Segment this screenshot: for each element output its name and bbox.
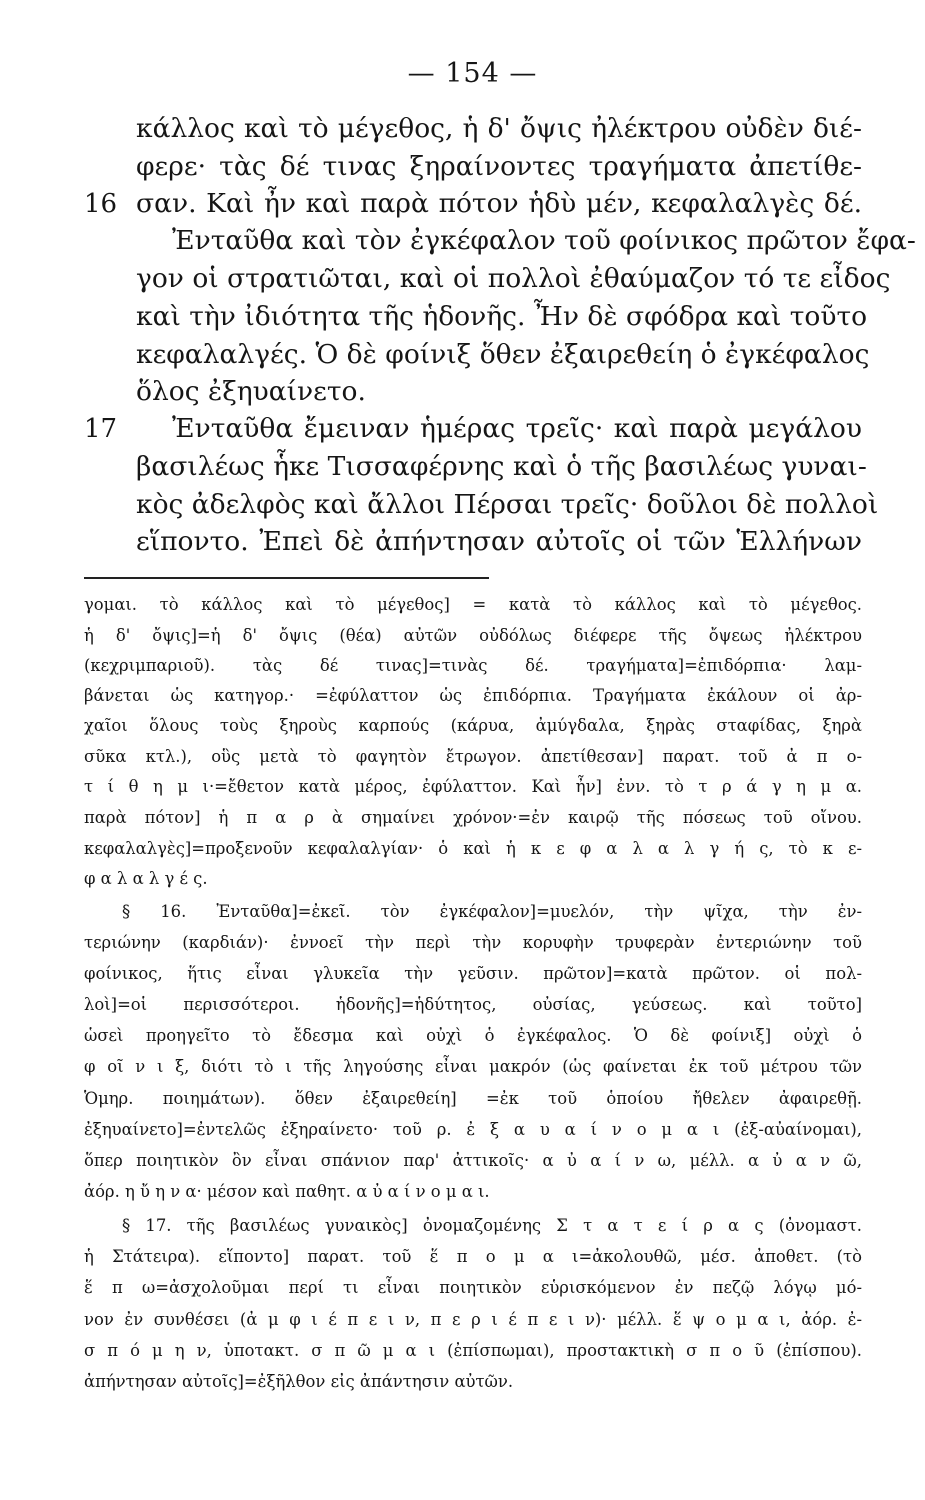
footnote-line: ὅπερ ποιητικὸν ὂν εἶναι σπάνιον παρ' ἀττικοῖς· α ὐ α ί ν ω, μέλλ. α ὐ α ν ῶ,	[84, 1151, 862, 1170]
footnote-line: τεριώνην (καρδιάν)· ἐννοεῖ τὴν περὶ τὴν κορυφὴν τρυφερὰν ἐντεριώνην τοῦ	[84, 933, 862, 952]
footnote-line: ὡσεὶ προηγεῖτο τὸ ἔδεσμα καὶ οὐχὶ ὁ ἐγκέφαλος. Ὁ δὲ φοίνιξ] οὐχὶ ὁ	[84, 1026, 862, 1045]
footnote-line: τ ί θ η μ ι·=ἔθετον κατὰ μέρος, ἐφύλαττον. Καὶ ἦν] ἐνν. τὸ τ ρ ά γ η μ α.	[84, 777, 862, 796]
main-text-line: κεφαλαλγές. Ὁ δὲ φοίνιξ ὅθεν ἐξαιρεθείη ὁ ἐγκέφαλος	[136, 339, 870, 370]
footnote-line: φ οῖ ν ι ξ, διότι τὸ ι τῆς ληγούσης εἶναι μακρόν (ὡς φαίνεται ἐκ τοῦ μέτρου τῶν	[84, 1057, 862, 1076]
main-text-line: ὅλος ἐξηυαίνετο.	[136, 376, 366, 407]
footnote-line: νον ἐν συνθέσει (ἀ μ φ ι έ π ε ι ν, π ε ρ ι έ π ε ι ν)· μέλλ. ἕ ψ ο μ α ι, ἀόρ. ἐ-	[84, 1310, 862, 1329]
footnote-line: ἕ π ω=ἀσχολοῦμαι περί τι εἶναι ποιητικὸν εὑρισκόμενον ἐν πεζῷ λόγῳ μό-	[84, 1278, 862, 1297]
footnote-line: λοὶ]=οἱ περισσότεροι. ἡδονῆς]=ἡδύτητος, οὐσίας, γεύσεως. καὶ τοῦτο]	[84, 995, 862, 1014]
main-text-line: βασιλέως ἧκε Τισσαφέρνης καὶ ὁ τῆς βασιλέως γυναι-	[136, 451, 867, 482]
main-text-line: εἵποντο. Ἐπεὶ δὲ ἀπήντησαν αὐτοῖς οἱ τῶν Ἑλλήνων	[136, 526, 862, 557]
footnote-line: ἀπήντησαν αὐτοῖς]=ἐξῆλθον εἰς ἀπάντησιν αὐτῶν.	[84, 1372, 514, 1391]
footnote-line: φ α λ α λ γ έ ς.	[84, 869, 208, 888]
page-number: — 154 —	[407, 58, 538, 89]
main-text-line: Ἐνταῦθα καὶ τὸν ἐγκέφαλον τοῦ φοίνικος πρῶτον ἔφα-	[172, 225, 916, 256]
footnote-line: ἐξηυαίνετο]=ἐντελῶς ἐξηραίνετο· τοῦ ρ. ἐ ξ α υ α ί ν ο μ α ι (ἐξ-αὐαίνομαι),	[84, 1120, 862, 1139]
footnote-line: σῦκα κτλ.), οὓς μετὰ τὸ φαγητὸν ἔτρωγον. ἀπετίθεσαν] παρατ. τοῦ ἀ π ο-	[84, 747, 862, 766]
footnote-line: (κεχριμπαριοῦ). τὰς δέ τινας]=τινὰς δέ. τραγήματα]=ἐπιδόρπια· λαμ-	[84, 656, 862, 675]
footnote-line: παρὰ πότον] ἡ π α ρ ὰ σημαίνει χρόνον·=ἐν καιρῷ τῆς πόσεως τοῦ οἴνου.	[84, 808, 862, 827]
footnote-line: ἀόρ. η ὔ η ν α· μέσον καὶ παθητ. α ὐ α ί ν ο μ α ι.	[84, 1182, 490, 1201]
footnote-line: ἡ Στάτειρα). εἵποντο] παρατ. τοῦ ἕ π ο μ α ι=ἀκολουθῶ, μέσ. ἀποθετ. (τὸ	[84, 1247, 862, 1266]
footnote-line: γομαι. τὸ κάλλος καὶ τὸ μέγεθος] = κατὰ τὸ κάλλος καὶ τὸ μέγεθος.	[84, 595, 862, 614]
footnote-line: Ὁμηρ. ποιημάτων). ὅθεν ἐξαιρεθείη] =ἐκ τοῦ ὁποίου ἤθελεν ἀφαιρεθῇ.	[84, 1089, 862, 1108]
footnote-divider	[84, 577, 489, 579]
footnote-line: φοίνικος, ἥτις εἶναι γλυκεῖα τὴν γεῦσιν. πρῶτον]=κατὰ πρῶτον. οἱ πολ-	[84, 964, 862, 983]
section-number: 16	[84, 189, 118, 219]
section-number: 17	[84, 414, 118, 444]
main-text-line: κάλλος καὶ τὸ μέγεθος, ἡ δ' ὄψις ἠλέκτρου οὐδὲν διέ-	[136, 113, 862, 144]
main-text-line: φερε· τὰς δέ τινας ξηραίνοντες τραγήματα ἀπετίθε-	[136, 151, 862, 182]
footnote-line: κεφαλαλγὲς]=προξενοῦν κεφαλαλγίαν· ὁ καὶ ἡ κ ε φ α λ α λ γ ή ς, τὸ κ ε-	[84, 839, 862, 858]
footnote-line: βάνεται ὡς κατηγορ.· =ἐφύλαττον ὡς ἐπιδόρπια. Τραγήματα ἐκάλουν οἱ ἀρ-	[84, 686, 862, 705]
footnote-line: ἡ δ' ὄψις]=ἡ δ' ὄψις (θέα) αὐτῶν οὐδόλως διέφερε τῆς ὄψεως ἠλέκτρου	[84, 626, 862, 645]
footnote-line: χαῖοι ὅλους τοὺς ξηροὺς καρπούς (κάρυα, ἀμύγδαλα, ξηρὰς σταφίδας, ξηρὰ	[84, 716, 862, 735]
main-text-line: καὶ τὴν ἰδιότητα τῆς ἡδονῆς. Ἦν δὲ σφόδρα καὶ τοῦτο	[136, 301, 868, 332]
main-text-line: Ἐνταῦθα ἔμειναν ἡμέρας τρεῖς· καὶ παρὰ μεγάλου	[172, 413, 862, 444]
footnote-line: § 17. τῆς βασιλέως γυναικὸς] ὀνομαζομένης Σ τ α τ ε ί ρ α ς (ὀνομαστ.	[122, 1216, 862, 1235]
main-text-line: σαν. Καὶ ἦν καὶ παρὰ πότον ἡδὺ μέν, κεφαλαλγὲς δέ.	[136, 188, 862, 219]
main-text-line: κὸς ἀδελφὸς καὶ ἄλλοι Πέρσαι τρεῖς· δοῦλοι δὲ πολλοὶ	[136, 489, 879, 520]
footnote-line: σ π ό μ η ν, ὑποτακτ. σ π ῶ μ α ι (ἐπίσπωμαι), προστακτικὴ σ π ο ῦ (ἐπίσπου).	[84, 1341, 862, 1360]
footnote-line: § 16. Ἐνταῦθα]=ἐκεῖ. τὸν ἐγκέφαλον]=μυελόν, τὴν ψῖχα, τὴν ἐν-	[122, 902, 862, 921]
main-text-line: γον οἱ στρατιῶται, καὶ οἱ πολλοὶ ἐθαύμαζον τό τε εἶδος	[136, 263, 891, 294]
